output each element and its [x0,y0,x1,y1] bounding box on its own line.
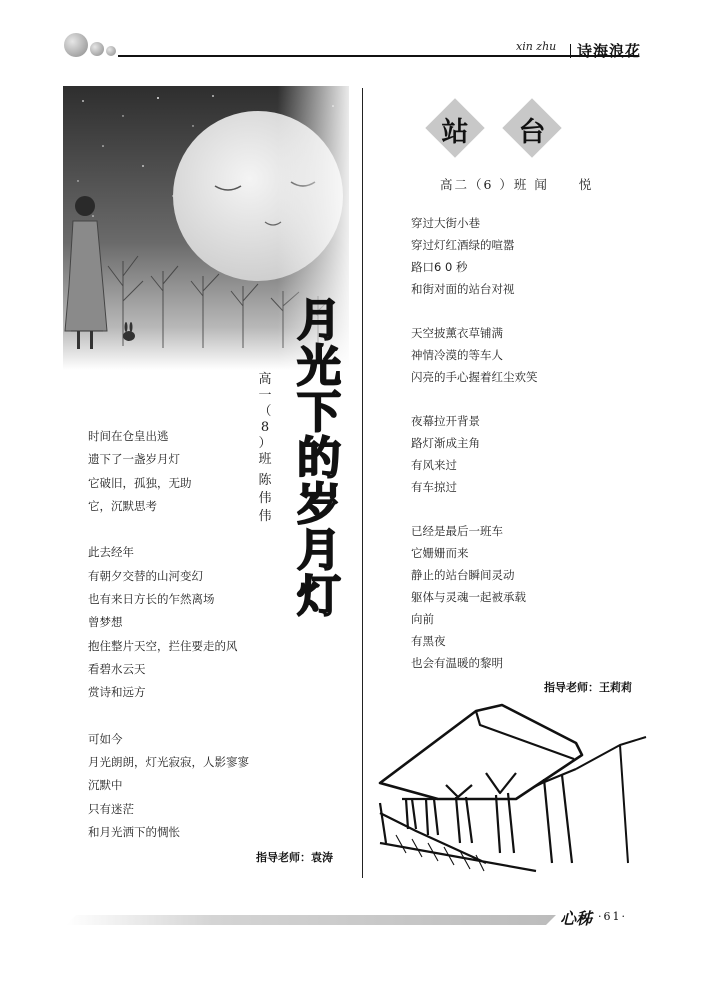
poem-line: 和街对面的站台对视 [411,282,515,296]
poem-line: 已经是最后一班车 [411,524,503,538]
poem-line: 有风来过 [411,458,457,472]
poem-line: 穿过大街小巷 [411,216,480,230]
header-separator [570,44,571,58]
title-char: 的 [297,433,341,484]
title-char: 灯 [297,571,341,622]
title-char: 下 [297,387,341,438]
header-circle-medium [90,42,104,56]
poem-line: 时间在仓皇出逃 [88,429,169,443]
poem-line: 曾梦想 [88,615,123,630]
poem-line: 遗下了一盏岁月灯 [88,452,180,467]
poem-line: 月光朗朗，灯光寂寂，人影寥寥 [88,755,249,770]
title-char: 光 [297,341,341,392]
poem-line: 路口6 0 秒 [411,260,468,274]
poem-line: 天空披薰衣草铺满 [411,326,503,340]
poem-line: 神情冷漠的等车人 [411,348,503,362]
left-poem-class: 高 一 （ 8 ） 班 [258,372,272,467]
poem-line: 只有迷茫 [88,801,134,816]
title-char: 岁 [297,479,341,530]
poem-line: 赏诗和远方 [88,685,146,700]
left-poem-teacher: 指导老师：袁涛 [256,851,333,864]
header-circle-large [64,33,88,57]
poem-line: 向前 [411,612,434,626]
footer-magazine-logo: 心秭 [560,909,593,928]
right-poem-teacher: 指导老师：王莉莉 [544,681,632,694]
title-char: 月 [297,295,341,346]
poem-line: 也会有温暖的黎明 [411,656,503,670]
poem-line: 有朝夕交替的山河变幻 [88,568,203,583]
header-circle-small [106,46,116,56]
poem-line: 也有来日方长的乍然离场 [88,592,215,607]
footer-page-number: ·61· [598,910,627,923]
poem-line: 可如今 [88,731,123,746]
left-poem-author: 陈 伟 伟 [258,473,272,524]
right-title-char-1: 站 [441,117,469,148]
poem-line: 和月光洒下的惆怅 [88,825,180,840]
poem-line: 闪亮的手心握着红尘欢笑 [411,370,538,384]
header-rule [118,55,638,57]
poem-line: 看碧水云天 [88,661,146,676]
poem-line: 抱住整片天空，拦住要走的风 [88,638,238,653]
poem-line: 静止的站台瞬间灵动 [411,568,515,582]
column-divider [362,88,363,878]
header-section-title: 诗海浪花 [577,42,642,60]
right-poem-class-author: 高二（6 ）班 闻 悦 [440,177,594,192]
footer-band [66,912,626,924]
poem-line: 它破旧，孤独，无助 [88,475,192,490]
poem-line: 它，沉默思考 [88,498,157,513]
poem-line: 穿过灯红酒绿的喧嚣 [411,238,515,252]
title-char: 月 [297,525,341,576]
right-poem-body [411,212,538,674]
station-platform-illustration [376,703,648,873]
poem-line: 此去经年 [88,545,134,560]
poem-line: 夜幕拉开背景 [411,414,480,428]
poem-line: 有车掠过 [411,480,457,494]
left-poem-body [88,425,249,844]
poem-line: 有黑夜 [411,634,446,648]
poem-line: 它姗姗而来 [411,546,469,560]
poem-line: 路灯渐成主角 [411,436,480,450]
poem-line: 躯体与灵魂一起被承载 [411,590,526,604]
left-poem-title [294,295,344,622]
header-pinyin: xin zhu [516,40,557,53]
right-title-char-2: 台 [518,117,546,148]
poem-line: 沉默中 [88,778,123,793]
